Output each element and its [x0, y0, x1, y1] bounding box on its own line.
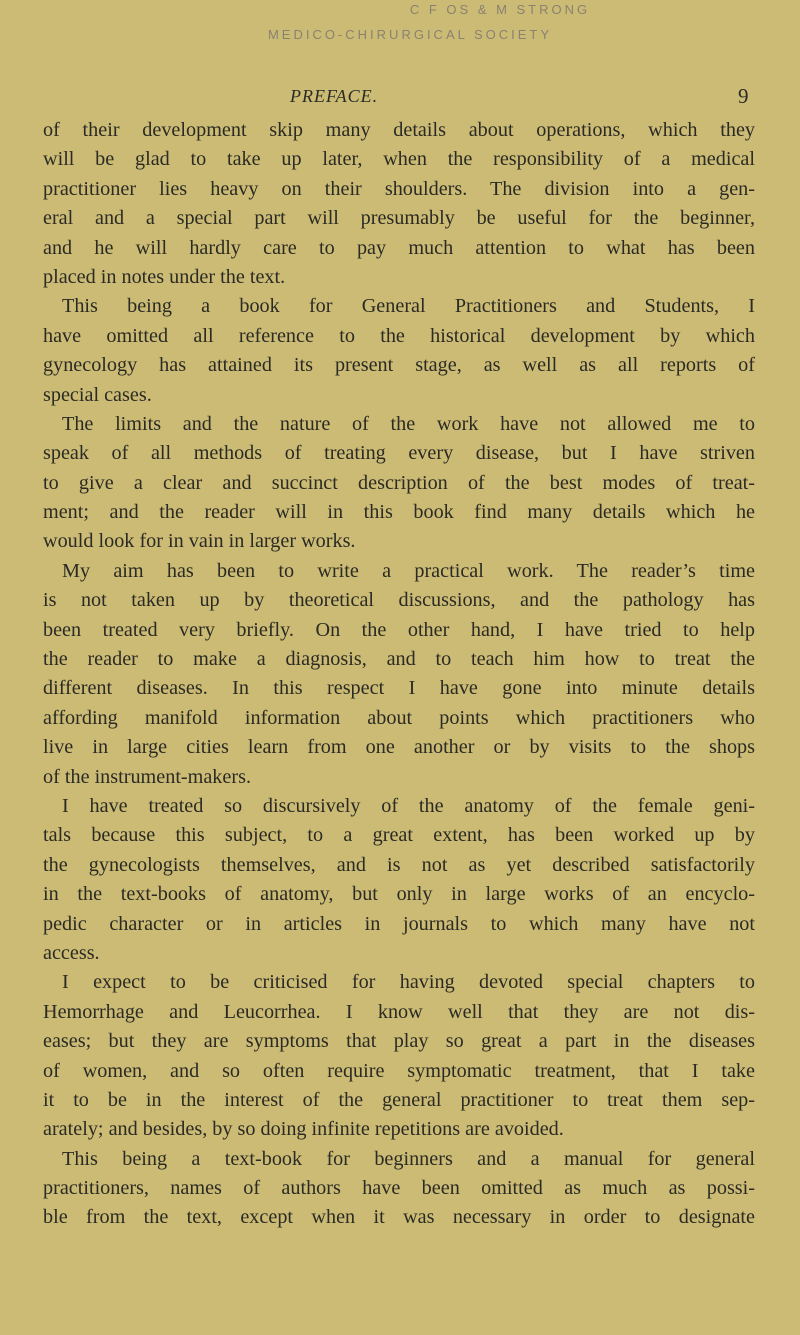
text-line: would look for in vain in larger works.	[43, 530, 356, 553]
text-line: I have treated so discursively of the anatomy of the female geni-	[62, 794, 755, 817]
text-line: will be glad to take up later, when the responsibility of a medical	[43, 148, 755, 171]
text-line: practitioner lies heavy on their shoulders. The division into a gen-	[43, 177, 755, 200]
text-line: the reader to make a diagnosis, and to teach him how to treat the	[43, 648, 755, 671]
text-line: pedic character or in articles in journals to which many have not	[43, 912, 755, 935]
text-line: ble from the text, except when it was necessary in order to designate	[43, 1206, 755, 1229]
paragraph	[43, 557, 755, 792]
text-line: of women, and so often require symptomatic treatment, that I take	[43, 1059, 755, 1082]
text-line: practitioners, names of authors have been omitted as much as possi-	[43, 1177, 755, 1200]
text-line: affording manifold information about points which practitioners who	[43, 706, 755, 729]
text-line: and he will hardly care to pay much attention to what has been	[43, 236, 755, 259]
text-line: tals because this subject, to a great extent, has been worked up by	[43, 824, 755, 847]
text-line: Hemorrhage and Leucorrhea. I know well that they are not dis-	[43, 1000, 755, 1023]
text-line: eases; but they are symptoms that play so great a part in the diseases	[43, 1030, 755, 1053]
text-line: The limits and the nature of the work have not allowed me to	[62, 412, 755, 435]
library-stamp-line-1: C F OS & M STRONG	[409, 2, 591, 17]
running-title: PREFACE.	[290, 86, 379, 106]
text-line: the gynecologists themselves, and is not as yet described satisfactorily	[43, 853, 755, 876]
text-line: special cases.	[43, 383, 152, 406]
text-line: This being a book for General Practitioners and Students, I	[62, 295, 755, 318]
text-line: live in large cities learn from one another or by visits to the shops	[43, 736, 755, 759]
text-line: of their development skip many details about operations, which they	[43, 119, 755, 141]
text-line: have omitted all reference to the historical development by which	[43, 324, 755, 347]
text-line: speak of all methods of treating every disease, but I have striven	[43, 442, 755, 465]
text-line: is not taken up by theoretical discussions, and the pathology has	[43, 589, 755, 612]
text-line: arately; and besides, by so doing infinite repetitions are avoided.	[43, 1118, 564, 1141]
paragraph	[43, 292, 755, 410]
text-line: This being a text-book for beginners and a manual for general	[62, 1147, 755, 1170]
text-line: placed in notes under the text.	[43, 265, 286, 288]
text-line: it to be in the interest of the general practitioner to treat them sep-	[43, 1088, 755, 1111]
text-line: access.	[43, 941, 100, 964]
text-line: ment; and the reader will in this book find many details which he	[43, 501, 755, 524]
paragraph	[43, 792, 755, 968]
text-line: different diseases. In this respect I have gone into minute details	[43, 677, 755, 700]
paragraph	[43, 1145, 755, 1233]
paragraph	[43, 410, 755, 557]
library-stamp-line-2: MEDICO-CHIRURGICAL SOCIETY	[267, 27, 553, 42]
text-line: in the text-books of anatomy, but only in large works of an encyclo-	[43, 883, 755, 906]
text-line: of the instrument-makers.	[43, 765, 251, 788]
paragraph	[43, 116, 755, 292]
text-line: eral and a special part will presumably be useful for the beginner,	[43, 207, 755, 230]
text-line: to give a clear and succinct description of the best modes of treat-	[43, 471, 755, 494]
paragraph	[43, 968, 755, 1144]
text-line: been treated very briefly. On the other hand, I have tried to help	[43, 618, 755, 641]
body-text	[43, 116, 755, 1233]
text-line: I expect to be criticised for having devoted special chapters to	[62, 971, 755, 994]
page-number: 9	[738, 84, 749, 108]
text-line: My aim has been to write a practical work. The reader’s time	[62, 559, 755, 582]
text-line: gynecology has attained its present stage, as well as all reports of	[43, 354, 755, 377]
